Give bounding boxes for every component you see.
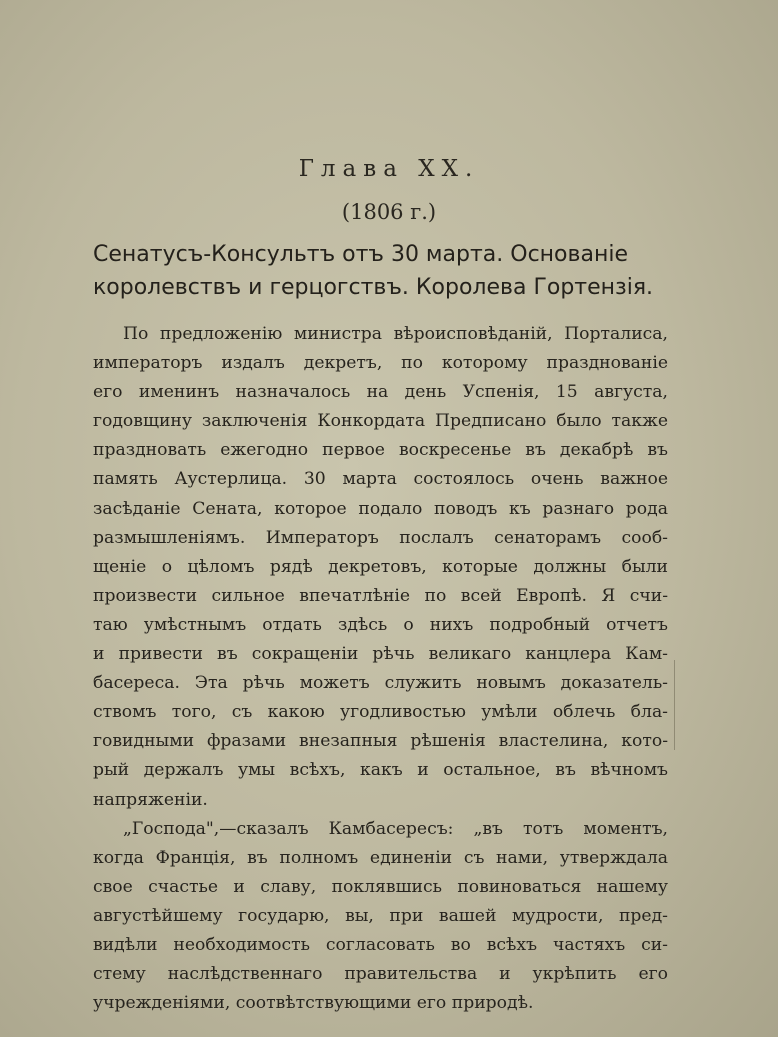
text-line: произвести сильное впечатлѣніе по всей Европѣ. Я счи- [93, 585, 668, 606]
chapter-title: Глава XX. [298, 156, 480, 182]
heading-line: Сенатусъ-Консультъ отъ 30 марта. Основаніе [93, 242, 628, 267]
text-line: таю умѣстнымъ отдать здѣсь о нихъ подробный отчетъ [93, 614, 668, 635]
text-line: засѣданіе Сената, которое подало поводъ къ разнаго рода [93, 498, 668, 519]
text-line: праздновать ежегодно первое воскресенье въ декабрѣ въ [93, 440, 668, 461]
text-line: свое счастье и славу, поклявшись повиноваться нашему [93, 876, 668, 897]
text-line: напряженіи. [93, 789, 208, 810]
chapter-heading [93, 238, 673, 304]
body-text [93, 320, 668, 1018]
text-line: и привести въ сокращеніи рѣчь великаго канцлера Кам- [93, 644, 668, 665]
text-line: императоръ издалъ декретъ, по которому празднованіе [93, 353, 668, 374]
text-line: размышленіямъ. Императоръ послалъ сенаторамъ сооб- [93, 527, 668, 548]
text-line: По предложенію министра вѣроисповѣданій, Порталиса, [123, 324, 668, 344]
chapter-year: (1806 г.) [341, 200, 437, 224]
text-line: когда Франція, въ полномъ единеніи съ нами, утверждала [93, 847, 668, 868]
text-line: годовщину заключенія Конкордата Предписано было также [93, 411, 668, 432]
text-line: память Аустерлица. 30 марта состоялось очень важное [93, 469, 668, 490]
text-line: ствомъ того, съ какою угодливостью умѣли облечь бла- [93, 702, 668, 723]
text-line: рый держалъ умы всѣхъ, какъ и остальное, въ вѣчномъ [93, 760, 668, 781]
margin-pencil-mark [664, 660, 675, 750]
text-line: стему наслѣдственнаго правительства и укрѣпить его [93, 964, 668, 985]
text-line: видѣли необходимость согласовать во всѣхъ частяхъ си- [93, 934, 668, 955]
paragraph-1 [93, 320, 668, 815]
text-line: учрежденіями, соотвѣтствующими его природѣ. [93, 993, 534, 1014]
text-line: его именинъ назначалось на день Успенія, 15 августа, [93, 382, 668, 403]
text-line: щеніе о цѣломъ рядѣ декретовъ, которые должны были [93, 556, 668, 577]
heading-line: королевствъ и герцогствъ. Королева Гортензія. [93, 275, 654, 300]
text-line: басереса. Эта рѣчь можетъ служить новымъ доказатель- [93, 673, 668, 694]
paragraph-2 [93, 815, 668, 1019]
text-line: говидными фразами внезапныя рѣшенія властелина, кото- [93, 731, 668, 752]
text-line: августѣйшему государю, вы, при вашей мудрости, пред- [93, 905, 668, 926]
text-line: „Господа",—сказалъ Камбасересъ: „въ тотъ моментъ, [123, 818, 668, 839]
